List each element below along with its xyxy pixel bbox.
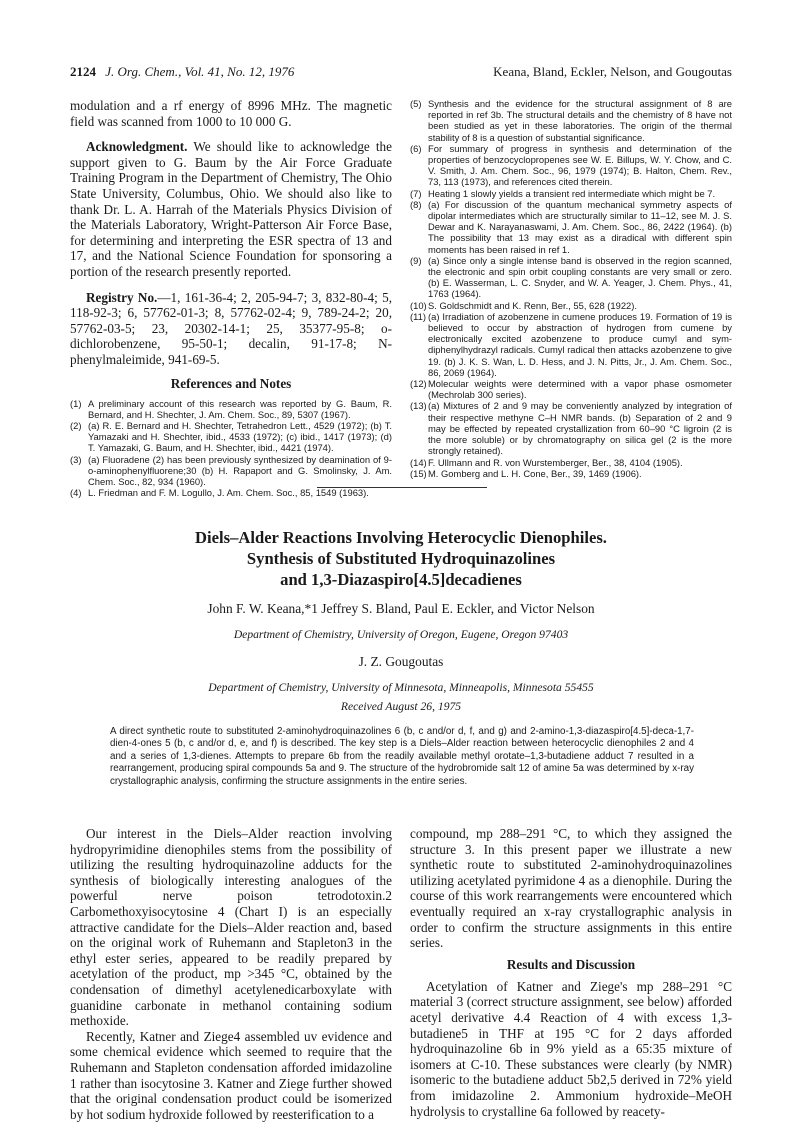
reference-item: (9) (a) Since only a single intense band is observed in the region scanned, the electronic and spin orbit coupling constants are very small or zero. (b) E. Wasserman, L. C. Snyder, and W. A. Yeager, J. Chem. Phys., 41, 1763 (1964).	[410, 254, 732, 300]
experimental-tail-paragraph: modulation and a rf energy of 8996 MHz. The magnetic field was scanned from 1000 to 10 000 G.	[70, 98, 392, 129]
article-title: Diels–Alder Reactions Involving Heterocyclic Dienophiles. Synthesis of Substituted Hydroquinazolines and 1,3-Diazaspiro[4.5]decadienes	[195, 528, 607, 589]
body-paragraph: Acetylation of Katner and Ziege's mp 288–291 °C material 3 (correct structure assignment, see below) afforded acetyl derivative 4.4 Reaction of 4 with excess 1,3-butadiene5 in THF at 195 °C for 2 days afforded hydroquinazoline 6b in 9% yield as a 65:35 mixture of isomers at C-10. These substances were clearly (by NMR) isomeric to the butadiene adduct 5b2,5 derived in 72% yield from imidazoline 2. Ammonium hydroxide–MeOH hydrolysis to crystalline 6a followed by reacety-	[410, 978, 732, 1119]
author-list: John F. W. Keana,*1 Jeffrey S. Bland, Paul E. Eckler, and Victor Nelson	[207, 601, 595, 616]
reference-item: (4) L. Friedman and F. M. Logullo, J. Am. Chem. Soc., 85, 1549 (1963).	[70, 487, 369, 499]
page-number: 2124	[70, 64, 96, 79]
body-left-column	[70, 826, 392, 1122]
registry-heading: Registry No.	[86, 289, 158, 305]
reference-item: (12) Molecular weights were determined with a vapor phase osmometer (Mechrolab 300 series).	[410, 378, 732, 401]
body-right-column	[410, 826, 732, 1119]
reference-item: (8) (a) For discussion of the quantum mechanical symmetry aspects of dipolar intermediates which are structurally similar to 11–12, see M. J. S. Dewar and K. Narayanaswami, J. Am. Chem. Soc., 86, 2422 (1964). (b) The possibility that 13 may exist as a diradical with different spin moments has been raised in ref 1.	[410, 198, 732, 255]
abstract: A direct synthetic route to substituted 2-aminohydroquinazolines 6 (b, c and/or d, f, and g) and 2-amino-1,3-diazaspiro[4.5]-deca-1,7-dien-4-ones 5 (b, c and/or d, e, and f) is described. The key step is a Diels–Alder reaction between heterocyclic dienophiles 2 and 4 and a series of 1,3-dienes. Attempts to prepare 6b from the readily available methyl orotate–1,3-butadiene adduct 7 resulted in a rearrangement, producing spiral compounds 5a and 9. The structure of the hydrobromide salt 12 of amine 5a was determined by x-ray crystallographic analysis, confirming the structure assignments in the entire series.	[110, 726, 694, 787]
reference-item: (7) Heating 1 slowly yields a transient red intermediate which might be 7.	[410, 187, 716, 199]
reference-item: (15) M. Gomberg and L. H. Cone, Ber., 39, 1469 (1906).	[410, 467, 642, 479]
reference-item: (1) A preliminary account of this research was reported by G. Baum, R. Bernard, and H. Shechter, J. Am. Chem. Soc., 89, 5307 (1967).	[70, 397, 392, 420]
top-right-column	[410, 98, 732, 479]
acknowledgment-text: We should like to acknowledge the support given to G. Baum by the Air Force Graduate Training Program in the Department of Chemistry, The Ohio State University, Columbus, Ohio. We should also like to thank Dr. L. A. Harrah of the Materials Physics Division of the Materials Laboratory, Wright-Patterson Air Force Base, for determining and interpreting the ESR spectra of 13 and 17, and the National Science Foundation for sponsoring a portion of the research presently reported.	[70, 139, 392, 279]
body-paragraph: Recently, Katner and Ziege4 assembled uv evidence and some chemical evidence which seemed to require that the Ruhemann and Stapleton condensation afforded imidazoline 1 rather than isocytosine 3. Katner and Ziege further showed that the original condensation product could be isomerized by hot sodium hydroxide followed by reesterification to a	[70, 1028, 392, 1122]
running-head	[70, 64, 732, 84]
references-heading: References and Notes	[170, 375, 292, 391]
registry-text: —1, 161-36-4; 2, 205-94-7; 3, 832-80-4; 5, 118-92-3; 6, 57762-01-3; 8, 57762-02-4; 9, 789-24-2; 20, 57762-03-5; 23, 20302-14-1; 25, 35377-95-8; o-dichlorobenzene, 95-50-1; decalin, 91-17-8; N-phenylmaleimide, 941-69-5.	[70, 289, 392, 367]
affiliation-oregon: Department of Chemistry, University of Oregon, Eugene, Oregon 97403	[233, 628, 569, 641]
received-date: Received August 26, 1975	[340, 700, 462, 713]
author-gougoutas: J. Z. Gougoutas	[358, 654, 444, 669]
top-left-column	[70, 98, 392, 498]
acknowledgment-heading: Acknowledgment.	[86, 139, 188, 155]
running-head-authors: Keana, Bland, Eckler, Nelson, and Gougoutas	[493, 64, 732, 79]
reference-item: (5) Synthesis and the evidence for the structural assignment of 8 are reported in ref 3b. The structural details and the chemistry of 8 have not been studied as yet in these laboratories. The origin of the thermal stability of 8 is a question of substantial significance.	[410, 98, 732, 143]
reference-item: (10) S. Goldschmidt and K. Renn, Ber., 55, 628 (1922).	[410, 299, 637, 311]
reference-item: (6) For summary of progress in synthesis and determination of the properties of benzocyclopropenes see W. E. Billups, W. Y. Chow, and C. V. Smith, J. Am. Chem. Soc., 96, 1979 (1974); B. Halton, Chem. Rev., 73, 113 (1973), and references cited therein.	[410, 142, 732, 188]
acknowledgment-paragraph	[70, 139, 392, 279]
reference-item: (3) (a) Fluoradene (2) has been previously synthesized by deamination of 9-o-aminophenylfluorene;30 (b) H. Rapaport and G. Smolinsky, J. Am. Chem. Soc., 82, 934 (1960).	[70, 453, 392, 487]
reference-item: (13) (a) Mixtures of 2 and 9 may be conveniently analyzed by integration of their respective methyne C–H NMR bands. (b) Separation of 2 and 9 may be effected by repeated crystallization from 60–90 °C ligroin (2 is the more soluble) or by chromatography on silica gel (2 is the more strongly retained).	[410, 400, 732, 457]
reference-item: (11) (a) Irradiation of azobenzene in cumene produces 19. Formation of 19 is believed to occur by abstraction of hydrogen from cumene by electronically excited azobenzene to produce cumyl and sym-diphenylhydrazyl radicals. Cumyl radical then attacks azobenzene to give 19. (b) J. K. S. Wan, L. D. Hess, and J. N. Pitts, Jr., J. Am. Chem. Soc., 86, 2069 (1964).	[410, 310, 732, 378]
affiliation-minnesota: Department of Chemistry, University of Minnesota, Minneapolis, Minnesota 55455	[208, 681, 594, 694]
registry-paragraph	[70, 290, 392, 368]
results-heading: Results and Discussion	[506, 956, 636, 972]
journal-citation: J. Org. Chem., Vol. 41, No. 12, 1976	[105, 64, 295, 79]
reference-item: (14) F. Ullmann and R. von Wurstemberger, Ber., 38, 4104 (1905).	[410, 456, 683, 468]
body-paragraph: compound, mp 288–291 °C, to which they assigned the structure 3. In this present paper we illustrate a new synthetic route to substituted 2-aminohydroquinazolines utilizing acetylated pyrimidone 4 as a dienophile. During the course of this work rearrangements were encountered which eventually required an x-ray crystallographic analysis in order to confirm the structure assignments in this entire series.	[410, 826, 732, 951]
body-paragraph: Our interest in the Diels–Alder reaction involving hydropyrimidine dienophiles stems from the possibility of utilizing the resulting hydroquinazoline adducts for the synthesis of biologically interesting analogues of the powerful nerve poison tetrodotoxin.2 Carbomethoxyisocytosine 4 (Chart I) is an especially attractive candidate for the Diels–Alder reaction and, based on the original work of Ruhemann and Stapleton3 in the ethyl ester series, appeared to be readily prepared by acetylation of the product, mp >345 °C, obtained by the condensation of dimethyl acetylenedicarboxylate with guanidine carbonate in methanol containing sodium methoxide.	[70, 826, 392, 1029]
section-divider	[317, 487, 487, 488]
reference-item: (2) (a) R. E. Bernard and H. Shechter, Tetrahedron Lett., 4529 (1972); (b) T. Yamazaki and H. Shechter, ibid., 4533 (1972); (c) ibid., 1417 (1973); (d) T. Yamazaki, G. Baum, and H. Shechter, ibid., 4421 (1974).	[70, 419, 392, 454]
